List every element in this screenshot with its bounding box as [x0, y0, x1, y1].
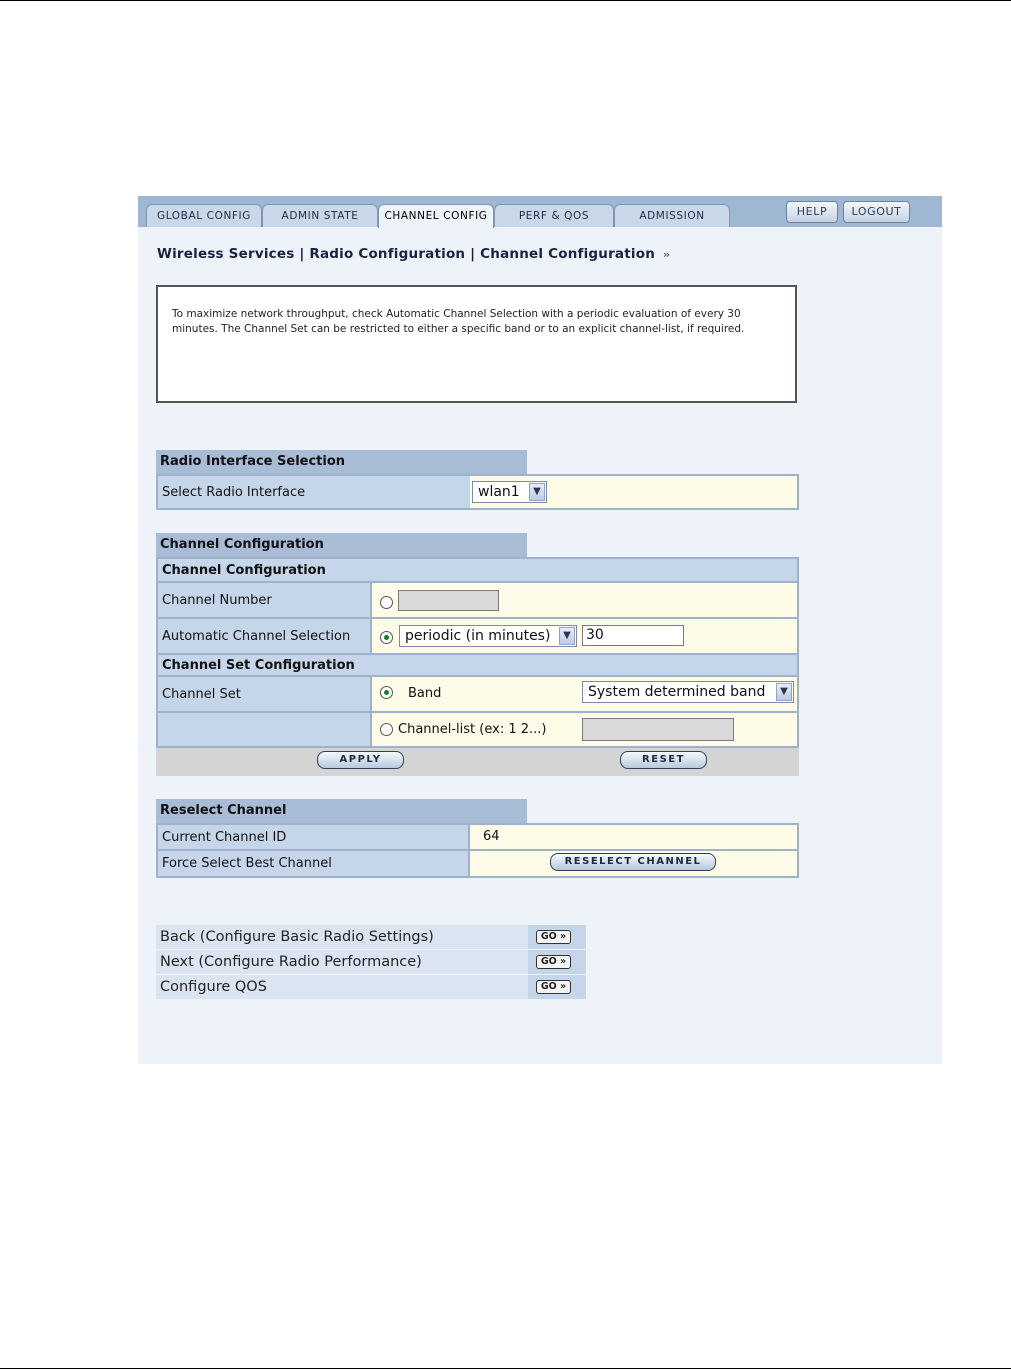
reselect-channel-button[interactable]: RESELECT CHANNEL	[550, 853, 716, 871]
reset-button[interactable]: RESET	[620, 751, 707, 769]
nav-link-back-go-cell	[528, 925, 586, 949]
channel-config-table	[156, 557, 799, 748]
chevron-down-icon: ▼	[776, 683, 792, 701]
tab-perf-qos[interactable]: PERF & QOS	[494, 204, 614, 227]
nav-link-back-label: Back (Configure Basic Radio Settings)	[160, 929, 434, 945]
breadcrumb	[157, 246, 670, 262]
go-button-qos[interactable]: GO »	[536, 980, 571, 994]
auto-interval-input[interactable]: 30	[582, 625, 684, 646]
auto-mode-value: periodic (in minutes)	[405, 628, 551, 644]
apply-button[interactable]: APPLY	[317, 751, 404, 769]
channel-list-input[interactable]	[582, 718, 734, 741]
auto-mode-select[interactable]	[399, 625, 577, 647]
channel-number-row	[158, 581, 797, 617]
band-radio[interactable]	[380, 686, 393, 699]
band-select[interactable]	[582, 681, 794, 703]
go-button-back[interactable]: GO »	[536, 930, 571, 944]
reselect-section-title: Reselect Channel	[156, 799, 527, 823]
tab-channel-config[interactable]: CHANNEL CONFIG	[378, 204, 494, 228]
nav-link-qos	[156, 975, 586, 999]
channel-number-radio[interactable]	[380, 596, 393, 609]
nav-link-qos-go-cell	[528, 975, 586, 999]
channel-list-label: Channel-list (ex: 1 2...)	[398, 722, 547, 737]
auto-selection-row	[158, 617, 797, 653]
force-select-label: Force Select Best Channel	[158, 851, 470, 876]
help-button[interactable]: HELP	[786, 201, 838, 223]
channel-config-subheading: Channel Configuration	[158, 559, 797, 581]
breadcrumb-arrows-icon: »	[663, 248, 671, 261]
current-channel-row	[158, 825, 797, 849]
current-channel-value: 64	[483, 829, 500, 844]
current-channel-label: Current Channel ID	[158, 825, 470, 849]
force-select-row	[158, 849, 797, 876]
info-box	[156, 285, 797, 403]
nav-link-qos-label: Configure QOS	[160, 979, 267, 995]
chevron-down-icon: ▼	[529, 483, 545, 501]
auto-selection-radio[interactable]	[380, 631, 393, 644]
breadcrumb-text: Wireless Services | Radio Configuration | Channel Configuration	[157, 246, 656, 262]
reselect-table	[156, 823, 799, 878]
logout-button[interactable]: LOGOUT	[843, 201, 910, 223]
channel-number-input[interactable]	[398, 590, 499, 611]
channel-list-row	[158, 711, 797, 746]
apply-reset-bar	[156, 748, 799, 776]
band-value: System determined band	[588, 684, 766, 700]
channel-set-band-row	[158, 675, 797, 711]
tab-admin-state[interactable]: ADMIN STATE	[262, 204, 378, 227]
select-radio-interface-label: Select Radio Interface	[158, 476, 470, 508]
go-button-next[interactable]: GO »	[536, 955, 571, 969]
channel-number-label: Channel Number	[158, 583, 372, 617]
radio-interface-row	[158, 476, 797, 508]
nav-link-next-go-cell	[528, 950, 586, 974]
band-label: Band	[408, 686, 442, 701]
channel-list-label-cell	[158, 713, 372, 746]
radio-interface-section-title: Radio Interface Selection	[156, 450, 527, 474]
nav-link-next-label: Next (Configure Radio Performance)	[160, 954, 422, 970]
nav-link-back	[156, 925, 586, 949]
auto-selection-label: Automatic Channel Selection	[158, 619, 372, 653]
radio-interface-value: wlan1	[478, 484, 520, 500]
channel-set-subheading: Channel Set Configuration	[158, 653, 797, 675]
tab-bar	[138, 196, 942, 227]
channel-set-label: Channel Set	[158, 677, 372, 711]
top-page-rule	[0, 0, 1011, 1]
info-text: To maximize network throughput, check Automatic Channel Selection with a periodic evaluation of every 30 minutes. The Channel Set can be restricted to either a specific band or to an explicit channel-list, if required.	[172, 308, 745, 335]
chevron-down-icon: ▼	[559, 627, 575, 645]
nav-link-next	[156, 950, 586, 974]
radio-interface-select[interactable]	[472, 481, 547, 503]
radio-interface-table	[156, 474, 799, 510]
channel-list-radio[interactable]	[380, 723, 393, 736]
bottom-page-rule	[0, 1368, 1011, 1369]
tab-global-config[interactable]: GLOBAL CONFIG	[146, 204, 262, 227]
tab-admission[interactable]: ADMISSION	[614, 204, 730, 227]
app-frame	[138, 196, 942, 1064]
channel-config-section-title: Channel Configuration	[156, 533, 527, 557]
